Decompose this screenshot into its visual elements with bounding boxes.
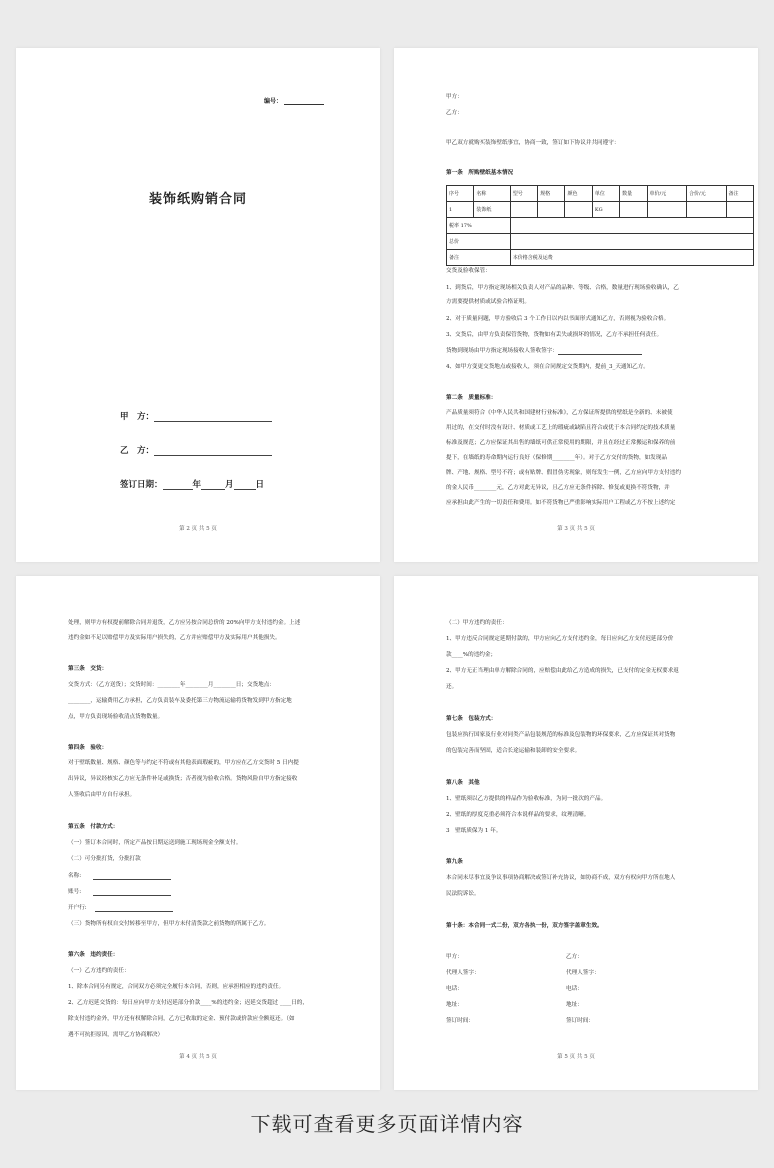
page-footer: 第 3 页 共 5 页 <box>557 526 595 532</box>
table-cell <box>687 202 727 218</box>
contract-number-field <box>264 96 324 105</box>
table-cell: 1 <box>447 202 474 218</box>
sign-time-b-label: 签订时间： <box>566 1018 594 1024</box>
party-a-field <box>120 410 272 422</box>
table-header-cell: 规格 <box>538 186 565 202</box>
paragraph: 点，甲方负责现场验收清点货物数量。 <box>68 714 164 720</box>
remark-value-cell: 本价格含税及运费 <box>510 250 753 266</box>
table-row <box>447 218 754 234</box>
paragraph: 人签收后由甲方自行承担。 <box>68 792 136 798</box>
contract-title: 装饰纸购销合同 <box>148 192 247 207</box>
receiver-sign-label: 货物到现场由甲方指定现场接收人签收签字： <box>446 348 558 354</box>
paragraph: ________，运输费用乙方承担，乙方负责装车及委托第三方物流运输将货物发到甲方指定地 <box>68 698 292 704</box>
table-row <box>447 250 754 266</box>
table-row <box>447 234 754 250</box>
sign-date-field <box>120 478 264 490</box>
table-cell: KG <box>592 202 619 218</box>
table-cell <box>726 202 753 218</box>
party-b-line: 乙方： <box>446 110 463 116</box>
paragraph: 处理，则甲方有权提前解除合同并退货，乙方应另按合同总价的 20%向甲方支付违约金。上述 <box>68 620 301 626</box>
contract-cover-page <box>16 48 380 562</box>
paragraph: 的金人民币________元，乙方对此无异议，且乙方应无条件拆除、修复或更换不符货物，并 <box>446 485 670 491</box>
paragraph: 1、除本合同另有规定，合同双方必须完全履行本合同，否则，应承担相应的违约责任。 <box>68 984 285 990</box>
page-footer: 第 4 页 共 5 页 <box>179 1054 217 1060</box>
paragraph: 3、交货后，由甲方负责保管货物，货物如有丢失或损坏的情况，乙方不承担任何责任。 <box>446 332 663 338</box>
paragraph: 的包装完善而坚固，适合长途运输和装卸的安全要求。 <box>446 748 581 754</box>
bank-label: 开户行: <box>68 905 87 911</box>
paragraph: 违约金如不足以赔偿甲方及实际用户损失的，乙方并应赔偿甲方及实际用户其他损失。 <box>68 635 281 641</box>
table-header-cell: 名称 <box>474 186 510 202</box>
party-a-label: 甲 方： <box>120 412 155 422</box>
table-cell <box>510 202 537 218</box>
table-header-row <box>447 186 754 202</box>
paragraph: 除支付违约金外，甲方还有权解除合同，乙方已收取的定金、预付款或价款应全额返还。（如 <box>68 1016 295 1022</box>
download-caption: 下载可查看更多页面详情内容 <box>250 1112 524 1136</box>
article-5-title: 第五条 付款方式： <box>68 824 119 830</box>
account-field <box>68 889 171 896</box>
agent-a-label: 代理人签字： <box>446 970 480 976</box>
phone-a-label: 电话： <box>446 986 463 992</box>
table-cell: 装饰纸 <box>474 202 510 218</box>
article-3-title: 第三条 交货： <box>68 666 108 672</box>
paragraph: 2、对于质量问题，甲方验收后 3 个工作日以内以书面形式通知乙方，否则视为验收合格。 <box>446 316 670 322</box>
agent-b-label: 代理人签字： <box>566 970 600 976</box>
paragraph: 方需要提供材质或试验合格证明。 <box>446 299 530 305</box>
day-line <box>234 480 256 490</box>
address-a-label: 地址： <box>446 1002 463 1008</box>
year-label: 年 <box>192 480 202 490</box>
paragraph: 本合同未尽事宜及争议事项协商解决或签订补充协议，如协商不成，双方有权向甲方所在地人 <box>446 875 676 881</box>
phone-b-label: 电话： <box>566 986 583 992</box>
signature-party-a: 甲方： <box>446 954 463 960</box>
paragraph: 4、如甲方变更交货地点或接收人，须在合同规定交货期内，提前_3_天通知乙方。 <box>446 364 649 370</box>
paragraph: 提下，在墙纸的寿命期内运行良好（保修期________年）。对于乙方交付的货物，如发现品 <box>446 455 667 461</box>
delivery-title: 交货及验收保管： <box>446 268 491 274</box>
party-b-line <box>154 446 272 456</box>
tax-rate-cell: 税率 17% <box>447 218 511 234</box>
month-label: 月 <box>225 480 234 490</box>
account-label: 账号: <box>68 889 82 895</box>
party-b-label: 乙 方： <box>120 446 155 456</box>
party-a-line <box>154 412 272 422</box>
paragraph: 标准及规范；乙方应保证其出售的墙纸可供正常使用的期限，并且在经过正常搬运和保养的前 <box>446 440 676 446</box>
table-cell <box>510 218 753 234</box>
paragraph: 民法院诉讼。 <box>446 891 480 897</box>
paragraph: 2、甲方无正当理由单方解除合同的，应赔偿由此给乙方造成的损失，已支付的定金无权要求返 <box>446 668 679 674</box>
paragraph <box>446 348 642 355</box>
table-header-cell: 单价/元 <box>647 186 687 202</box>
paragraph: 交货方式：（乙方送货）；交货时间：________年________月________日；交货地点： <box>68 682 275 688</box>
paragraph: 应承担由此产生的一切责任和费用。如不符货物已严重影响实际用户工程或乙方不按上述约定 <box>446 500 676 506</box>
paragraph: 产品质量须符合《中华人民共和国建材行业标准》，乙方保证所提供的壁纸是全新的、未被使 <box>446 410 673 416</box>
signature-party-b: 乙方： <box>566 954 583 960</box>
sign-time-a-label: 签订时间： <box>446 1018 474 1024</box>
contract-page-4 <box>16 576 380 1090</box>
paragraph: 遇不可抗拒原因，需甲乙方协商解决） <box>68 1032 164 1038</box>
paragraph: （一）乙方违约的责任： <box>68 968 130 974</box>
page-footer: 第 2 页 共 5 页 <box>179 526 217 532</box>
table-cell <box>510 234 753 250</box>
receiver-sign-line <box>558 348 642 355</box>
contract-number-line <box>284 97 324 105</box>
bank-field <box>68 905 173 912</box>
day-label: 日 <box>255 480 265 490</box>
paragraph: 1、甲方违反合同规定延期付款的，甲方应向乙方支付违约金，每日应向乙方支付迟延部分价 <box>446 636 674 642</box>
article-7-title: 第七条 包装方式： <box>446 716 497 722</box>
bank-name-line <box>93 873 171 880</box>
article-4-title: 第四条 验收： <box>68 745 108 751</box>
contract-number-label: 编号： <box>263 98 282 105</box>
party-b-field <box>120 444 272 456</box>
paragraph: 对于壁纸数量、规格、颜色等与约定不符或有其他表面瑕疵的，甲方应在乙方交货时 5 日内提 <box>68 760 299 766</box>
article-1-title: 第一条 所购壁纸基本情况 <box>446 170 514 176</box>
paragraph: （二）甲方违约的责任： <box>446 620 508 626</box>
contract-page-5 <box>394 576 758 1090</box>
paragraph: 1、壁纸须以乙方提供的样品作为验收标准，为同一批次的产品。 <box>446 796 607 802</box>
paragraph: 还。 <box>446 684 458 690</box>
contract-page-3 <box>394 48 758 562</box>
year-line <box>163 480 193 490</box>
sign-date-label: 签订日期： <box>120 480 163 490</box>
party-a-line: 甲方： <box>446 94 463 100</box>
paragraph: 1、到货后，甲方指定现场相关负责人对产品的品种、等级、合格，数量进行现场验收确认，乙 <box>446 285 679 291</box>
table-header-cell: 序号 <box>447 186 474 202</box>
paragraph: （三）货物所有权自交付转移至甲方，但甲方未付清货款之前货物的所属于乙方。 <box>68 921 270 927</box>
paragraph: 包装应执行国家及行业对同类产品包装规范的标准及包装物的环保要求，乙方应保证其对货物 <box>446 732 676 738</box>
paragraph: 牌、产地、规格、型号不符；或有贴牌、假冒伪劣现象，则每发生一例，乙方应向甲方支付违约 <box>446 470 681 476</box>
table-cell <box>647 202 687 218</box>
month-line <box>201 480 225 490</box>
remark-label-cell: 备注 <box>447 250 511 266</box>
table-cell <box>538 202 565 218</box>
table-header-cell: 数量 <box>620 186 647 202</box>
article-6-title: 第六条 违约责任： <box>68 952 119 958</box>
table-cell <box>565 202 592 218</box>
article-2-title: 第二条 质量标准： <box>446 395 497 401</box>
article-8-title: 第八条 其他 <box>446 780 480 786</box>
table-row <box>447 202 754 218</box>
paragraph: （一）签订本合同时，所定产品按日期运送到施工现场现金全额支付。 <box>68 840 242 846</box>
table-header-cell: 合价/元 <box>687 186 727 202</box>
product-table <box>446 185 754 266</box>
account-line <box>93 889 171 896</box>
article-9-title: 第九条 <box>446 859 463 865</box>
paragraph: （二）可分批打货，分批打款 <box>68 856 141 862</box>
bank-name-field <box>68 873 171 880</box>
paragraph: 用过的，在交付时没有设计、材质或工艺上的瑕疵或缺陷且符合或优于本合同约定的技术质量 <box>446 425 676 431</box>
paragraph: 2、乙方迟延交货的：每日应向甲方支付迟延部分价款____%的违约金；迟延交货超过 ____日的， <box>68 1000 308 1006</box>
table-header-cell: 单位 <box>592 186 619 202</box>
table-header-cell: 颜色 <box>565 186 592 202</box>
paragraph: 2、壁纸的厚度克重必须符合本说样品的要求，纹理清晰。 <box>446 812 590 818</box>
intro-text: 甲乙双方就购买装饰壁纸事宜，协商一致，签订如下协议并共同遵守： <box>446 140 620 146</box>
page-footer: 第 5 页 共 5 页 <box>557 1054 595 1060</box>
address-b-label: 地址： <box>566 1002 583 1008</box>
paragraph: 款____%的违约金； <box>446 652 497 658</box>
article-10-text: 第十条：本合同一式二份，双方各执一份，双方签字盖章生效。 <box>446 923 603 929</box>
paragraph: 3 壁纸质保为 1 年。 <box>446 828 502 834</box>
bank-name-label: 名称: <box>68 873 82 879</box>
total-label-cell: 总价 <box>447 234 511 250</box>
paragraph: 出异议，异议经核实乙方应无条件补足或换货；否者视为验收合格。货物风险自甲方指定接收 <box>68 776 298 782</box>
table-cell <box>620 202 647 218</box>
bank-line <box>95 905 173 912</box>
table-header-cell: 型号 <box>510 186 537 202</box>
table-header-cell: 备注 <box>726 186 753 202</box>
